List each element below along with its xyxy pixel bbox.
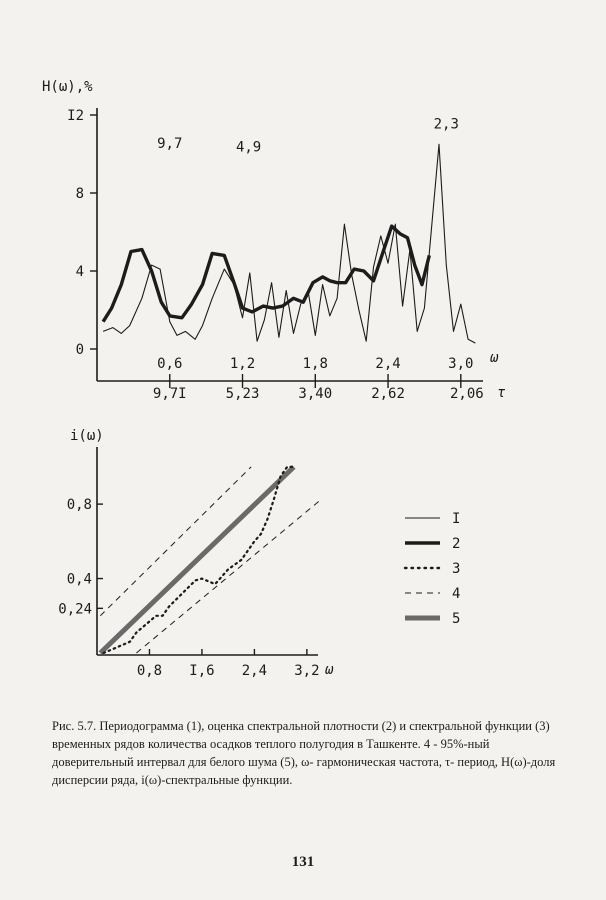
bottom-y-tick-label: 0,24 (58, 601, 92, 618)
top-y-tick-label: 4 (75, 264, 84, 280)
legend-label: 5 (452, 611, 461, 627)
peak-label: 9,7 (157, 135, 183, 152)
periodogram-line (103, 144, 475, 343)
bottom-y-axis-label: i(ω) (70, 428, 104, 444)
legend-label: 3 (452, 561, 461, 577)
top-x-tick-label: 0,6 (157, 356, 183, 372)
top-chart (42, 79, 506, 402)
bottom-x-tick-label: 3,2 (294, 663, 320, 679)
bottom-y-tick-label: 0,8 (66, 497, 92, 514)
peak-label: 2,3 (433, 116, 459, 133)
top-x2-tick-label: 5,23 (225, 386, 260, 402)
confidence-interval-line (136, 500, 320, 653)
top-x2-tick-label: 3,40 (298, 386, 333, 402)
white-noise-band-line (100, 467, 293, 653)
top-x-tick-label: 1,2 (229, 356, 256, 372)
legend-label: I (452, 511, 461, 527)
top-x-tick-label: 2,4 (375, 356, 401, 372)
bottom-x-axis-label: ω (325, 662, 334, 678)
bottom-chart (58, 428, 460, 679)
figure-caption: Рис. 5.7. Периодограмма (1), оценка спектральной плотности (2) и спектральной функции (3) временных рядов количества осадков теплого полугодия в Ташкенте. 4 - 95%-ный доверительный интервал для белого шума (5), ω- гармоническая частота, τ- период, H(ω)-доля дисперсии ряда, i(ω)-спектральные функции. (52, 719, 556, 787)
bottom-x-tick-label: I,6 (189, 663, 215, 679)
top-x-axis-label: ω (490, 350, 499, 366)
top-x2-tick-label: 2,06 (450, 386, 484, 402)
bottom-x-tick-label: 0,8 (136, 663, 163, 679)
top-y-tick-label: 8 (75, 186, 84, 202)
spectral-density-line (103, 226, 429, 322)
legend-label: 2 (452, 536, 461, 552)
top-x-tick-label: 3,0 (448, 356, 474, 372)
top-y-axis-label: H(ω),% (42, 79, 93, 95)
top-x-tick-label: 1,8 (302, 356, 328, 372)
bottom-x-tick-label: 2,4 (241, 663, 268, 679)
confidence-interval-line (100, 467, 251, 616)
peak-label: 4,9 (235, 139, 262, 156)
top-x2-axis-label: τ (497, 385, 506, 401)
page-number: 131 (291, 854, 315, 870)
legend-label: 4 (452, 586, 461, 602)
top-x2-tick-label: 2,62 (371, 386, 405, 402)
top-y-tick-label: 0 (75, 342, 84, 358)
bottom-y-tick-label: 0,4 (66, 571, 92, 588)
top-y-tick-label: I2 (67, 108, 84, 124)
top-x2-tick-label: 9,7I (152, 386, 187, 402)
